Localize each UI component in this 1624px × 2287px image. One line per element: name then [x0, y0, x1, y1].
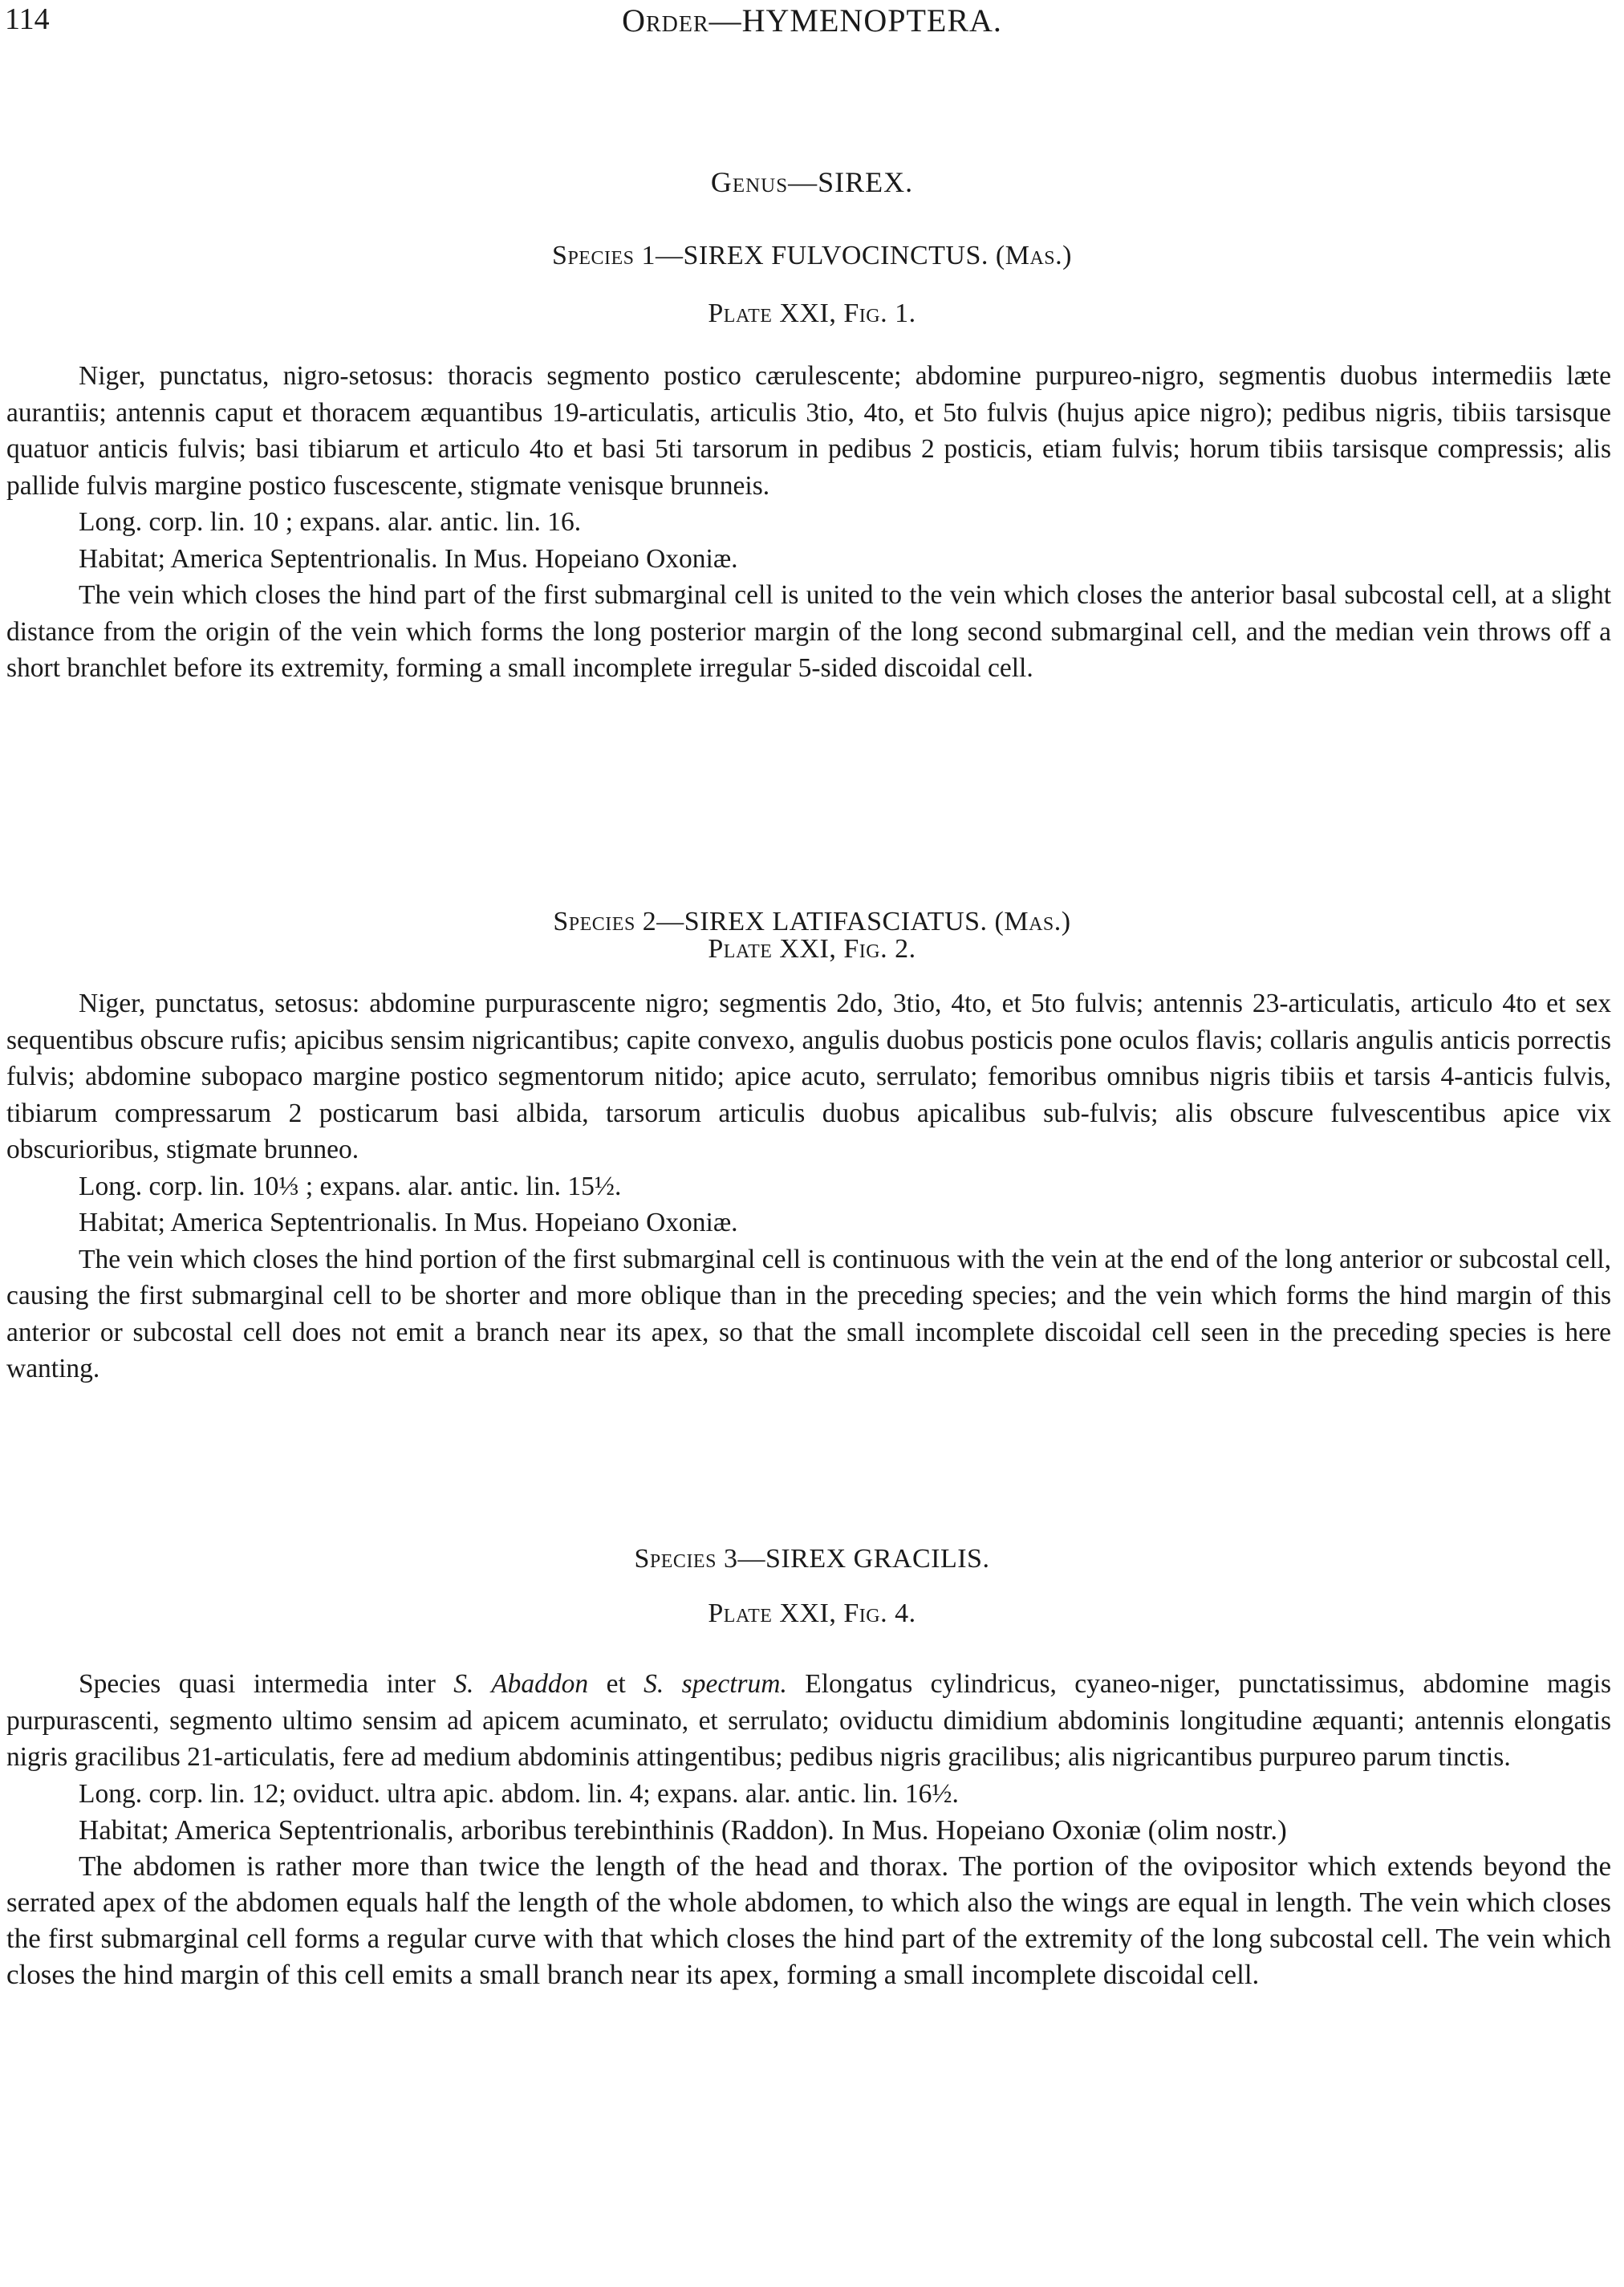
species-3-measurements: Long. corp. lin. 12; oviduct. ultra apic. abdom. lin. 4; expans. alar. antic. lin. 16½.: [79, 1778, 959, 1809]
species-3-description-lead: Species quasi intermedia inter: [79, 1669, 454, 1699]
species-2-heading: Species 2—SIREX LATIFASCIATUS. (Mas.): [553, 907, 1071, 936]
species-1-habitat: Habitat; America Septentrionalis. In Mus. Hopeiano Oxoniæ.: [79, 543, 738, 574]
species-2-body: [6, 985, 1611, 1387]
species-1-note: The vein which closes the hind part of the first submarginal cell is united to the vein which closes the anterior basal subcostal cell, at a slight distance from the origin of the vein which forms the long posterior margin of the long second submarginal cell, and the median vein throws off a short branchlet before its extremity, forming a small incomplete irregular 5-sided discoidal cell.: [6, 580, 1611, 683]
running-head: [5, 2, 1619, 42]
species-2-measurements: Long. corp. lin. 10⅓ ; expans. alar. antic. lin. 15½.: [79, 1171, 622, 1201]
species-3-description-mid: et: [588, 1669, 644, 1699]
running-title: Order—HYMENOPTERA.: [622, 2, 1002, 39]
species-name-spectrum: S. spectrum.: [644, 1669, 787, 1699]
species-3-note: The abdomen is rather more than twice the length of the head and thorax. The portion of the ovipositor which extends beyond the serrated apex of the abdomen equals half the length of the whole abdomen, to which also the wings are equal in length. The vein which closes the first submarginal cell forms a regular curve with that which closes the hind part of the extremity of the long subcostal cell. The vein which closes the hind margin of this cell emits a small branch near its apex, forming a small incomplete discoidal cell.: [6, 1850, 1611, 1990]
species-2-description: Niger, punctatus, setosus: abdomine purpurascente nigro; segmentis 2do, 3tio, 4to, et 5to fulvis; antennis 23-articulatis, articulo 4to et sex sequentibus obscure rufis; apicibus sensim nigricantibus; capite convexo, angulis duobus posticis pone oculos flavis; collaris angulis anticis porrectis fulvis; abdomine subopaco margine postico segmentorum nitido; apice acuto, serrulato; femoribus omnibus nigris tibiis et tarsis 4-anticis fulvis, tibiarum compressarum 2 posticarum basi albida, tarsorum articulis duobus apicalibus sub-fulvis; alis obscure fulvescentibus apice vix obscurioribus, stigmate brunneo.: [6, 989, 1611, 1164]
species-name-abaddon: S. Abaddon: [453, 1669, 589, 1699]
species-1-description: Niger, punctatus, nigro-setosus: thoracis segmento postico cærulescente; abdomine purpureo-nigro, segmentis duobus intermediis læte aurantiis; antennis caput et thoracem æquantibus 19-articulatis, articulis 3tio, 4to, et 5to fulvis (hujus apice nigro); pedibus nigris, tibiis tarsisque quatuor anticis fulvis; basi tibiarum et articulo 4to et basi 5ti tarsorum in pedibus 2 posticis, etiam fulvis; horum tibiis tarsisque compressis; alis pallide fulvis margine postico fuscescente, stigmate venisque brunneis.: [6, 361, 1611, 501]
species-2-note: The vein which closes the hind portion of the first submarginal cell is continuous with the vein at the end of the long anterior or subcostal cell, causing the first submarginal cell to be shorter and more oblique than in the preceding species; and the vein which forms the hind margin of this anterior or subcostal cell does not emit a branch near its apex, so that the small incomplete discoidal cell seen in the preceding species is here wanting.: [6, 1244, 1611, 1383]
species-2-plate: Plate XXI, Fig. 2.: [708, 934, 916, 964]
species-1-heading: Species 1—SIREX FULVOCINCTUS. (Mas.): [552, 241, 1072, 270]
species-3-description-rest: Elongatus cylindricus, cyaneo-niger, punctatissimus, abdomine magis purpurascenti, segmento ultimo sensim ad apicem acuminato, et serrulato; oviductu dimidium abdominis longitudine æquanti; antennis elongatis nigris gracilibus 21-articulatis, fere ad medium abdominis attingentibus; pedibus nigris gracilibus; alis nigricantibus purpureo parum tinctis.: [6, 1669, 1611, 1772]
species-3-body: [6, 1666, 1611, 1992]
genus-heading: Genus—SIREX.: [710, 166, 914, 198]
species-3-description: [6, 1666, 1611, 1776]
species-3-heading: Species 3—SIREX GRACILIS.: [634, 1544, 990, 1574]
page-number: 114: [5, 2, 50, 36]
species-2-habitat: Habitat; America Septentrionalis. In Mus. Hopeiano Oxoniæ.: [79, 1208, 738, 1237]
species-1-body: [6, 358, 1611, 687]
species-3-plate: Plate XXI, Fig. 4.: [708, 1598, 916, 1628]
species-3-habitat: Habitat; America Septentrionalis, arboribus terebinthinis (Raddon). In Mus. Hopeiano Oxoniæ (olim nostr.): [79, 1814, 1287, 1846]
species-1-plate: Plate XXI, Fig. 1.: [708, 299, 916, 328]
species-1-measurements: Long. corp. lin. 10 ; expans. alar. antic. lin. 16.: [79, 507, 582, 537]
